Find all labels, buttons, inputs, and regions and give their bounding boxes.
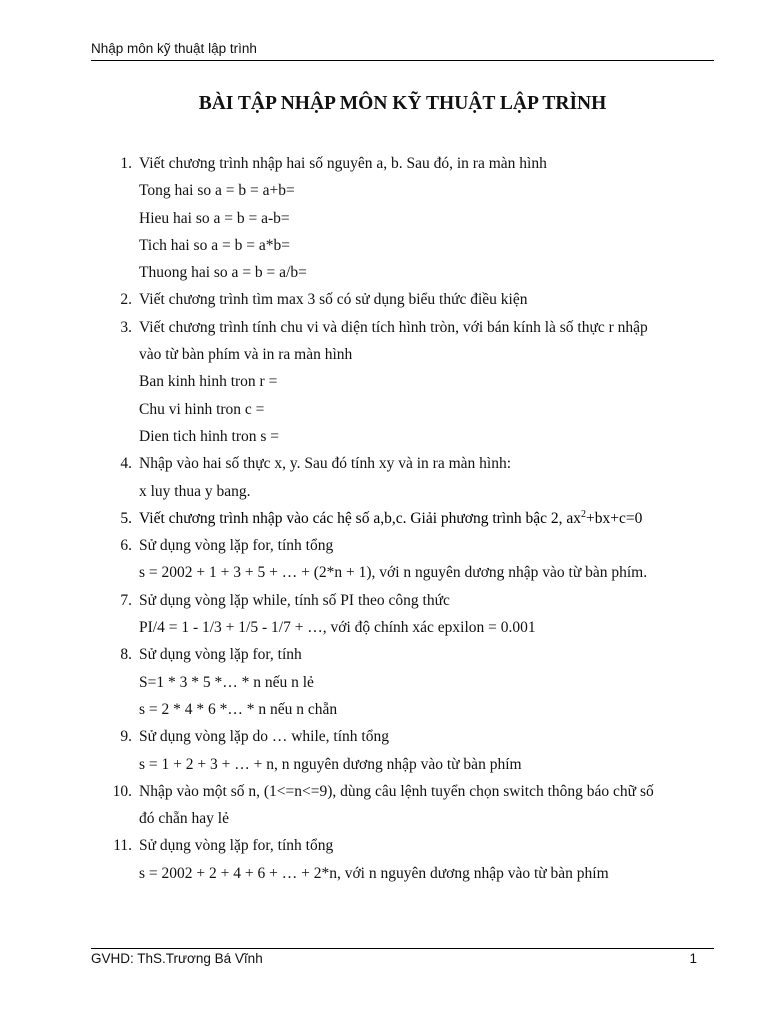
running-header: Nhập môn kỹ thuật lập trình bbox=[91, 41, 257, 56]
exercise-text: S=1 * 3 * 5 *… * n nếu n lẻ bbox=[139, 673, 314, 691]
exercise-text: s = 2002 + 2 + 4 + 6 + … + 2*n, với n nguyên dương nhập vào từ bàn phím bbox=[139, 864, 609, 882]
exercise-text: Sử dụng vòng lặp for, tính tổng bbox=[139, 837, 334, 855]
exercise-text: đó chẵn hay lẻ bbox=[139, 810, 229, 828]
exercise-number: 10. bbox=[112, 782, 132, 800]
exercise-text: Sử dụng vòng lặp for, tính tổng bbox=[139, 537, 334, 555]
exercise-text: Nhập vào một số n, (1<=n<=9), dùng câu lệnh tuyển chọn switch thông báo chữ số bbox=[139, 782, 654, 800]
exercise-text: Viết chương trình tính chu vi và diện tích hình tròn, với bán kính là số thực r nhập bbox=[139, 318, 648, 336]
exercise-text: Ban kinh hinh tron r = bbox=[139, 373, 278, 391]
exercise-text: x luy thua y bang. bbox=[139, 482, 251, 500]
header-divider bbox=[91, 60, 714, 61]
instructor-credit: GVHD: ThS.Trương Bá Vĩnh bbox=[91, 951, 263, 966]
exercise-text: Thuong hai so a = b = a/b= bbox=[139, 264, 307, 282]
exercise-item-9 bbox=[91, 723, 714, 778]
exercise-number: 1. bbox=[120, 155, 132, 172]
exercise-number: 3. bbox=[120, 318, 132, 336]
exercise-item-3 bbox=[91, 314, 714, 450]
exercise-text: PI/4 = 1 - 1/3 + 1/5 - 1/7 + …, với độ chính xác epxilon = 0.001 bbox=[139, 619, 536, 637]
exercise-text: Tich hai so a = b = a*b= bbox=[139, 236, 290, 254]
exercise-number: 5. bbox=[120, 509, 132, 527]
exercise-text: Sử dụng vòng lặp while, tính số PI theo công thức bbox=[139, 591, 450, 609]
exercise-item-6 bbox=[91, 532, 714, 587]
exercise-text-main: Viết chương trình nhập vào các hệ số a,b,c. Giải phương trình bậc 2, ax bbox=[139, 509, 582, 527]
document-title: BÀI TẬP NHẬP MÔN KỸ THUẬT LẬP TRÌNH bbox=[198, 93, 607, 114]
exercise-text: s = 2 * 4 * 6 *… * n nếu n chẵn bbox=[139, 700, 338, 718]
exercise-text: Viết chương trình nhập hai số nguyên a, b. Sau đó, in ra màn hình bbox=[139, 155, 547, 172]
exercise-text: Sử dụng vòng lặp do … while, tính tổng bbox=[139, 728, 389, 746]
exercise-text: Sử dụng vòng lặp for, tính bbox=[139, 646, 302, 664]
exercise-text: Chu vi hinh tron c = bbox=[139, 400, 265, 418]
footer-divider bbox=[91, 948, 714, 949]
exercise-number: 11. bbox=[113, 837, 132, 855]
exercise-number: 4. bbox=[120, 455, 132, 473]
exercise-number: 2. bbox=[120, 291, 132, 309]
exercise-item-5 bbox=[91, 505, 714, 532]
exercise-text-tail: +bx+c=0 bbox=[586, 509, 643, 527]
exercise-item-10 bbox=[91, 778, 714, 833]
exercise-text bbox=[139, 505, 714, 532]
exercise-item-2 bbox=[91, 286, 714, 313]
page-number: 1 bbox=[689, 951, 697, 966]
exercise-text: Nhập vào hai số thực x, y. Sau đó tính xy và in ra màn hình: bbox=[139, 455, 512, 473]
exercise-item-7 bbox=[91, 587, 714, 642]
exercise-item-11 bbox=[91, 832, 714, 887]
exercise-number: 6. bbox=[120, 537, 132, 555]
exercise-item-4 bbox=[91, 450, 714, 505]
exercise-text: s = 2002 + 1 + 3 + 5 + … + (2*n + 1), với n nguyên dương nhập vào từ bàn phím. bbox=[139, 564, 648, 582]
exponent: 2 bbox=[581, 508, 587, 520]
exercise-text: Dien tich hinh tron s = bbox=[139, 427, 280, 445]
exercise-item-8 bbox=[91, 641, 714, 723]
exercise-number: 7. bbox=[120, 591, 132, 609]
exercise-text: Tong hai so a = b = a+b= bbox=[139, 182, 295, 200]
exercise-item-1 bbox=[91, 150, 714, 286]
exercise-list bbox=[91, 150, 714, 887]
exercise-text: vào từ bàn phím và in ra màn hình bbox=[139, 346, 353, 364]
exercise-text: Viết chương trình tìm max 3 số có sử dụng biểu thức điều kiện bbox=[139, 291, 528, 309]
exercise-text: s = 1 + 2 + 3 + … + n, n nguyên dương nhập vào từ bàn phím bbox=[139, 755, 522, 773]
exercise-text: Hieu hai so a = b = a-b= bbox=[139, 209, 290, 227]
exercise-number: 9. bbox=[120, 728, 132, 746]
exercise-number: 8. bbox=[120, 646, 132, 664]
